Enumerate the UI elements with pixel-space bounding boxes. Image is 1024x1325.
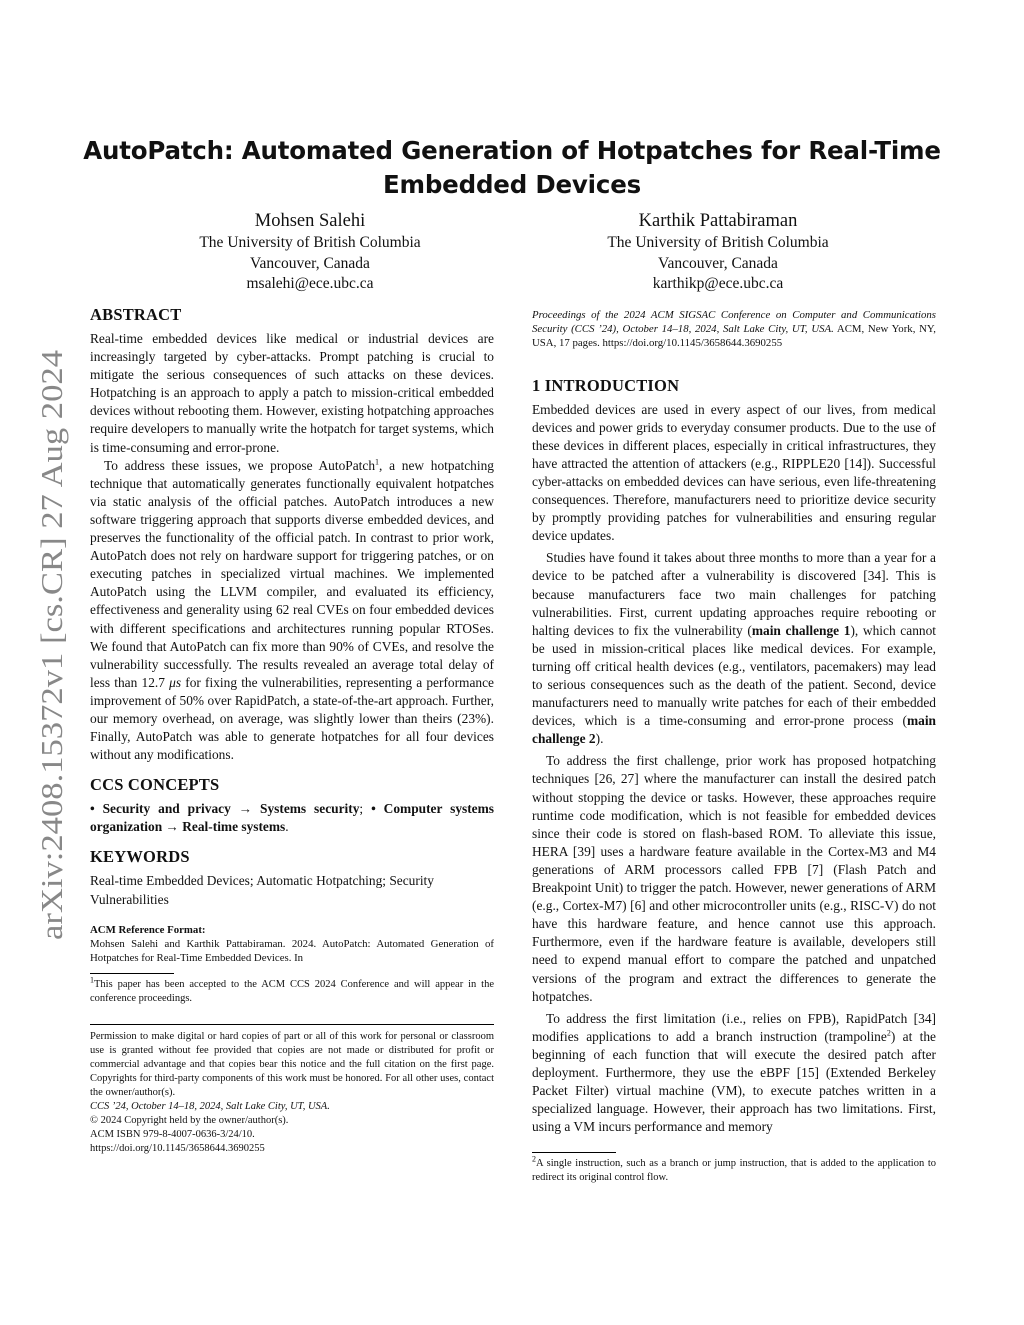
ccs-concepts — [90, 800, 494, 836]
author-email[interactable]: msalehi@ece.ubc.ca — [246, 275, 374, 292]
title-line-2: Embedded Devices — [382, 170, 642, 199]
abstract-paragraph-2 — [90, 457, 494, 765]
keywords-text: Real-time Embedded Devices; Automatic Hotpatching; Security Vulnerabilities — [90, 873, 434, 907]
author-location: Vancouver, Canada — [250, 254, 370, 272]
copyright-text: © 2024 Copyright held by the owner/author(s). — [90, 1115, 289, 1127]
author-affiliation: The University of British Columbia — [607, 234, 829, 251]
intro-text: To address the first limitation (i.e., relies on FPB), RapidPatch [34] modifies applications to add a branch instruction (trampoline — [532, 1010, 936, 1044]
footnote-rule — [532, 1152, 616, 1153]
venue-text: CCS ’24, October 14–18, 2024, Salt Lake City, UT, USA. — [90, 1101, 330, 1113]
author-block-1 — [130, 209, 490, 295]
intro-text: ). — [595, 731, 604, 747]
permission-rule — [90, 1024, 494, 1025]
keywords-heading: KEYWORDS — [90, 847, 190, 867]
abstract-text: for fixing the vulnerabilities, representing a performance improvement of 50% over RapidPatch, a state-of-the-art approach. Further, our memory overhead, on average, was slightly lower than theirs (23%). Finally, AutoPatch was able to generate hotpatches for all four devices without any modifications. — [90, 674, 495, 763]
footnote-mark: 2 — [532, 1154, 536, 1164]
doi-link[interactable]: https://doi.org/10.1145/3658644.3690255 — [90, 1143, 265, 1155]
paper-title — [80, 134, 944, 202]
intro-paragraph-4 — [532, 1010, 936, 1137]
ccs-end: . — [285, 819, 289, 835]
intro-text: Studies have found it takes about three months to more than a year for a device to be patched after a vulnerability is discovered [34]. This is because manufacturers face two main challenges for patching vulnerabilities. First, current updating approaches require rebooting or halting devices to fix the vulnerability ( — [532, 550, 936, 638]
unit-text: μs — [169, 674, 182, 690]
permission-text: Permission to make digital or hard copies of part or all of this work for personal or classroom use is granted without fee provided that copies are not made or distributed for profit or commercial advantage and that copies bear this notice and the full citation on the first page. Copyrights for third-party components of this work must be honored. For all other uses, contact the owner/author(s). — [90, 1031, 494, 1099]
abstract-text: , a new hotpatching technique that automatically generates functionally equivalent hotpatches via static analysis of the official patches. AutoPatch introduces a new software triggering approach that supports diverse embedded devices, and preserves the functionality of the official patch. In contrast to prior work, AutoPatch does not rely on hardware support for triggering patches, or on executing patches in specialized virtual machines. We implemented AutoPatch using the LLVM compiler, and evaluated its efficiency, effectiveness and generality using 62 real CVEs on four embedded devices with different specifications and architectures running popular RTOSes. We found that AutoPatch can fix more than 90% of CVEs, and resolve the vulnerability successfully. The results revealed an average total delay of less than 12.7 — [90, 457, 494, 690]
footnote-2 — [532, 1154, 936, 1185]
ccs-term-1: • Security and privacy → Systems security — [90, 801, 360, 817]
author-name: Karthik Pattabiraman — [638, 211, 798, 231]
ccs-term-2: • Computer systems organization → Real-time systems — [90, 801, 494, 835]
arxiv-identifier-text: arXiv:2408.15372v1 [cs.CR] 27 Aug 2024 — [34, 411, 69, 940]
left-column — [90, 304, 494, 1156]
author-location: Vancouver, Canada — [658, 254, 778, 272]
ccs-separator: ; — [359, 801, 372, 817]
introduction-heading: 1 INTRODUCTION — [532, 375, 680, 395]
proceedings-text: Proceedings of the 2024 ACM SIGSAC Conference on Computer and Communications Security (CCS ’24), October 14–18, 2024, Salt Lake City, UT, USA. — [532, 309, 936, 336]
abstract-paragraph-1: Real-time embedded devices like medical or industrial devices are increasingly targeted by cyber-attacks. Prompt patching is crucial to mitigate the serious consequences of such attacks on these devices. Hotpatching is an approach to apply a patch to mission-critical embedded devices without rebooting them. However, existing hotpatching approaches require developers to manually write the hotpatch for target systems, which is time-consuming and error-prone. — [90, 331, 494, 455]
author-affiliation: The University of British Columbia — [199, 234, 421, 251]
intro-paragraph-3: To address the first challenge, prior work has proposed hotpatching techniques [26, 27] where the manufacturer can install the desired patch without stopping the device or tasks. However, these approaches require runtime code modification, which is not feasible for embedded devices since their code is stored on flash-based ROM. To alleviate this issue, HERA [39] uses a hardware feature available in the Cortex-M3 and M4 generations of ARM processors called FPB [7] (Flash Patch and Breakpoint Unit) to trigger the patch. However, newer generations of ARM (e.g., Cortex-M7) [6] and other microcontroller units (e.g., RISC-V) do not have this hardware feature, and hence cannot use this approach. Furthermore, even if the hardware feature is available, developers still need to expend manual effort to compare the patched and unpatched versions of the program and extract the differences to generate the hotpatches. — [532, 753, 936, 1004]
title-line-1: AutoPatch: Automated Generation of Hotpatches for Real-Time — [83, 136, 941, 165]
intro-paragraph-1: Embedded devices are used in every aspect of our lives, from medical devices and power grids to everyday consumer products. Due to the use of these devices in different places, especially in critical infrastructures, they have attracted the attention of attackers (e.g., RIPPLE20 [14]). Successful cyber-attacks on embedded devices can have serious, even life-threatening consequences. Therefore, manufacturers need to prioritize device security by promptly providing patches for vulnerabilities and ensuring regular device updates. — [532, 401, 936, 544]
footnote-1 — [90, 975, 494, 1006]
author-block-2 — [538, 209, 898, 295]
isbn-text: ACM ISBN 979-8-4007-0636-3/24/10. — [90, 1129, 255, 1141]
intro-text: ) at the beginning of each function that will execute the desired patch after deployment. Furthermore, they use the eBPF [15] (Extended Berkeley Packet Filter) virtual machine (VM), to execute patches written in a specialized language. However, their approach has two limitations. First, using a VM incurs performance and memory — [532, 1028, 936, 1135]
abstract-text: To address these issues, we propose AutoPatch — [104, 457, 376, 473]
footnote-mark[interactable]: 1 — [375, 457, 380, 467]
footnote-text: This paper has been accepted to the ACM CCS 2024 Conference and will appear in the conference proceedings. — [90, 979, 494, 1005]
main-challenge-1: main challenge 1 — [751, 622, 851, 638]
abstract-heading: ABSTRACT — [90, 305, 182, 324]
footnote-mark[interactable]: 2 — [886, 1028, 891, 1038]
reference-format-heading: ACM Reference Format: — [90, 923, 206, 936]
right-column — [532, 308, 936, 1185]
ccs-heading: CCS CONCEPTS — [90, 775, 220, 795]
footnote-mark: 1 — [90, 975, 94, 985]
reference-format-text: Mohsen Salehi and Karthik Pattabiraman. 2024. AutoPatch: Automated Generation of Hotpatches for Real-Time Embedded Devices. In — [90, 937, 494, 965]
footnote-rule — [90, 973, 174, 974]
intro-paragraph-2 — [532, 549, 936, 748]
author-email[interactable]: karthikp@ece.ubc.ca — [652, 275, 784, 292]
reference-format-continuation — [532, 308, 936, 351]
footnote-text: A single instruction, such as a branch or jump instruction, that is added to the application to redirect its original control flow. — [532, 1158, 936, 1184]
publisher-doi-text: ACM, New York, NY, USA, 17 pages. https://doi.org/10.1145/3658644.3690255 — [532, 323, 936, 350]
author-name: Mohsen Salehi — [254, 211, 366, 231]
arxiv-identifier — [22, 345, 76, 945]
main-challenge-2: main challenge 2 — [532, 713, 936, 747]
intro-text: ), which cannot be used in mission-critical places like medical devices. For example, turning off critical health devices (e.g., ventilators, pacemakers) may lead to serious consequences such as the death of the patient. Second, device manufacturers need to manually write patches for each of their embedded devices, which is a time-consuming and error-prone process ( — [532, 622, 937, 729]
